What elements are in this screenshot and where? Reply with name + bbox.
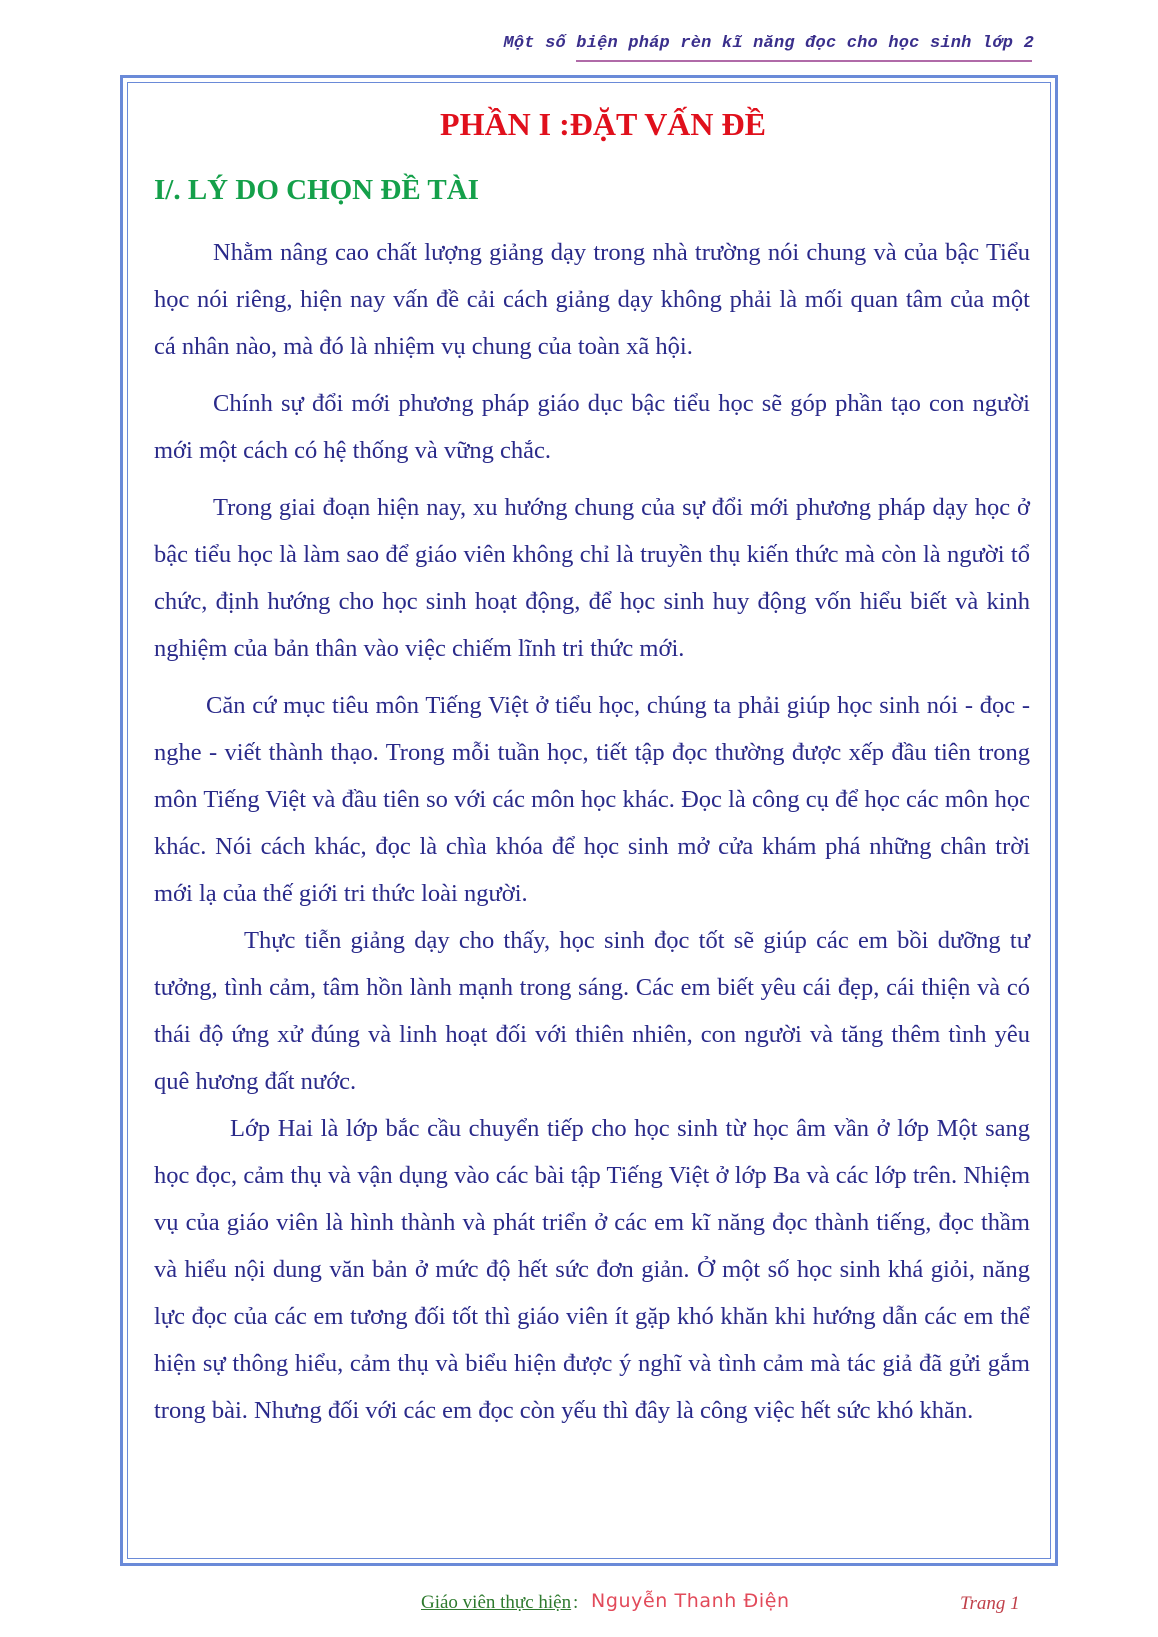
page-number: Trang 1 bbox=[960, 1593, 1020, 1614]
teacher-label: Giáo viên thực hiện bbox=[421, 1592, 572, 1613]
paragraph-4: Căn cứ mục tiêu môn Tiếng Việt ở tiểu học, chúng ta phải giúp học sinh nói - đọc - nghe - viết thành thạo. Trong mỗi tuần học, tiết tập đọc thường được xếp đầu tiên trong môn Tiếng Việt và đầu tiên so với các môn học khác. Đọc là công cụ để học các môn học khác. Nói cách khác, đọc là chìa khóa để học sinh mở cửa khám phá những chân trời mới lạ của thế giới tri thức loài người. bbox=[154, 692, 1030, 907]
document-body bbox=[154, 96, 1030, 1434]
paragraph-5: Thực tiễn giảng dạy cho thấy, học sinh đọc tốt sẽ giúp các em bồi dưỡng tư tưởng, tình cảm, tâm hồn lành mạnh trong sáng. Các em biết yêu cái đẹp, cái thiện và có thái độ ứng xử đúng và linh hoạt đối với thiên nhiên, con người và tăng thêm tình yêu quê hương đất nước. bbox=[154, 927, 1030, 1095]
teacher-name: Nguyễn Thanh Điện bbox=[591, 1590, 790, 1612]
paragraph-1: Nhằm nâng cao chất lượng giảng dạy trong nhà trường nói chung và của bậc Tiểu học nói riêng, hiện nay vấn đề cải cách giảng dạy không phải là mối quan tâm của một cá nhân nào, mà đó là nhiệm vụ chung của toàn xã hội. bbox=[154, 239, 1030, 360]
page-footer bbox=[0, 1588, 1158, 1618]
teacher-label-colon: : bbox=[573, 1592, 579, 1613]
paragraph-3: Trong giai đoạn hiện nay, xu hướng chung của sự đổi mới phương pháp dạy học ở bậc tiểu học là làm sao để giáo viên không chỉ là truyền thụ kiến thức mà còn là người tổ chức, định hướng cho học sinh hoạt động, để học sinh huy động vốn hiểu biết và kinh nghiệm của bản thân vào việc chiếm lĩnh tri thức mới. bbox=[154, 494, 1030, 662]
part-title: PHẦN I :ĐẶT VẤN ĐỀ bbox=[440, 106, 766, 142]
paragraph-6: Lớp Hai là lớp bắc cầu chuyển tiếp cho học sinh từ học âm vần ở lớp Một sang học đọc, cảm thụ và vận dụng vào các bài tập Tiếng Việt ở lớp Ba và các lớp trên. Nhiệm vụ của giáo viên là hình thành và phát triển ở các em kĩ năng đọc thành tiếng, đọc thầm và hiểu nội dung văn bản ở mức độ hết sức đơn giản. Ở một số học sinh khá giỏi, năng lực đọc của các em tương đối tốt thì giáo viên ít gặp khó khăn khi hướng dẫn các em thể hiện sự thông hiểu, cảm thụ và biểu hiện được ý nghĩ và tình cảm mà tác giả đã gửi gắm trong bài. Nhưng đối với các em đọc còn yếu thì đây là công việc hết sức khó khăn. bbox=[154, 1115, 1030, 1424]
paragraph-2: Chính sự đổi mới phương pháp giáo dục bậc tiểu học sẽ góp phần tạo con người mới một cách có hệ thống và vững chắc. bbox=[154, 390, 1030, 464]
running-header: Một số biện pháp rèn kĩ năng đọc cho học sinh lớp 2 bbox=[503, 34, 1034, 53]
header-underline bbox=[576, 60, 1032, 62]
section-title: I/. LÝ DO CHỌN ĐỀ TÀI bbox=[154, 174, 479, 206]
